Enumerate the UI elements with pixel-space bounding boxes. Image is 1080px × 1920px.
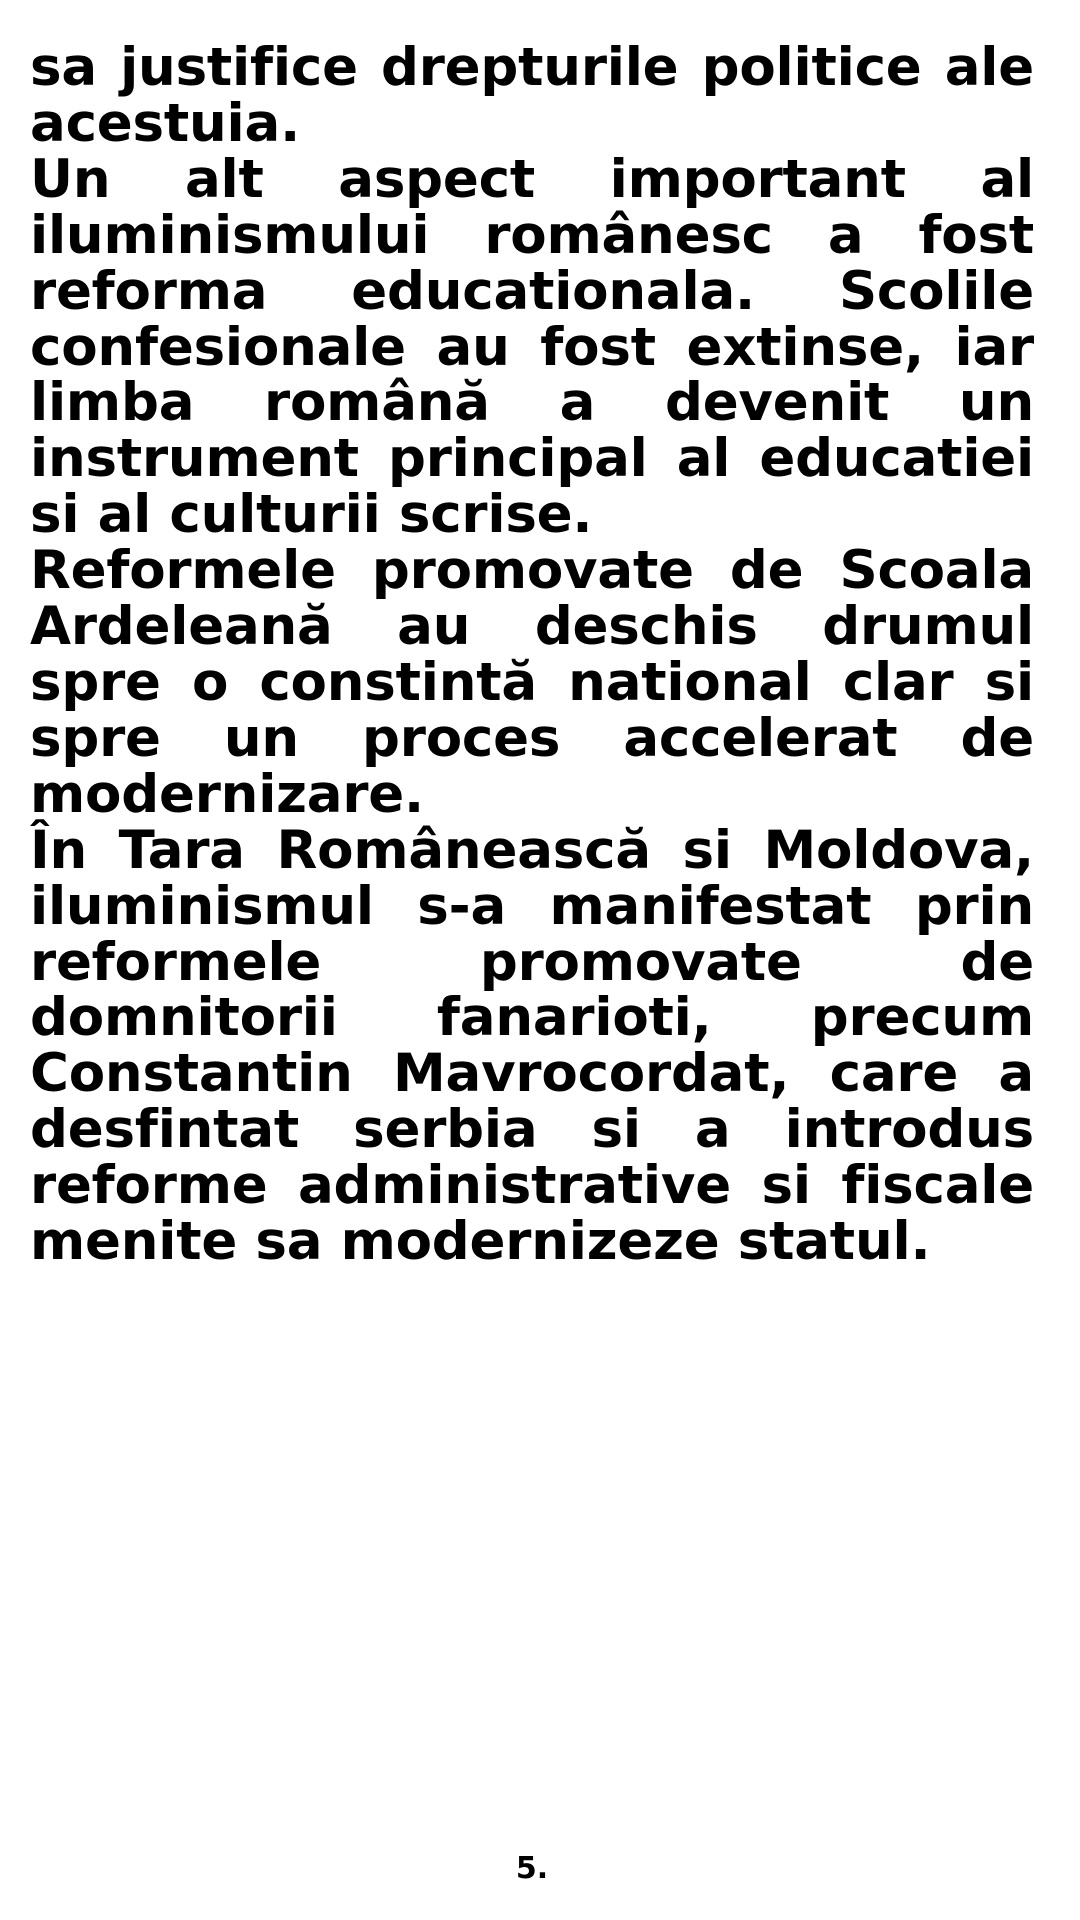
document-body xyxy=(30,37,1034,1273)
paragraph: sa justifice drepturile politice ale acestuia. xyxy=(30,37,1034,154)
page-spacer xyxy=(30,1270,1034,1851)
paragraph: Un alt aspect important al iluminismului românesc a fost reforma educationala. Scolile confesionale au fost extinse, iar limba română a devenit un instrument principal al educatiei si al culturii scrise. xyxy=(30,148,1034,546)
paragraph: Reformele promovate de Scoala Ardeleană au deschis drumul spre o constintă national clar si spre un proces accelerat de modernizare. xyxy=(30,540,1034,825)
page-number: 5. xyxy=(515,1851,549,1886)
paragraph: În Tara Românească si Moldova, iluminismul s-a manifestat prin reformele promovate de domnitorii fanarioti, precum Constantin Mavrocordat, care a desfintat serbia si a introdus reforme administrative si fiscale menite sa modernizeze statul. xyxy=(30,819,1034,1273)
